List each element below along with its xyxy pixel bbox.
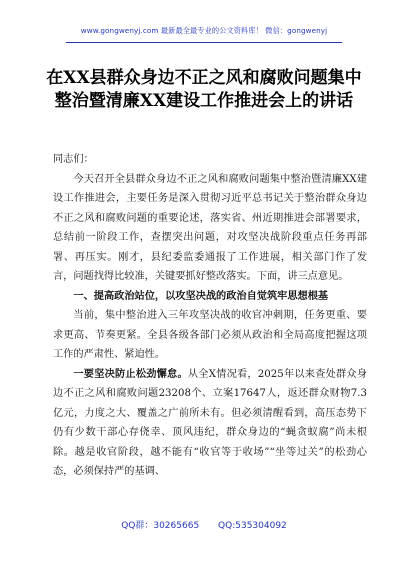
header-divider [66, 42, 342, 43]
salutation: 同志们： [53, 154, 94, 165]
qq-group-text: QQ群：30265665 [121, 521, 200, 531]
paragraph-intro: 今天召开全县群众身边不正之风和腐败问题集中整治暨清廉XX建设工作推进会，主要任务是深入贯彻习近平总书记关于整治群众身边不正之风和腐败问题的重要论述，落实省、州近期推进会部署要求，总结前一阶段工作，查摆突出问题，对攻坚决战阶段重点任务再部署、再压实。刚才，县纪委监委通报了工作进展，相关部门作了发言，问题找得比较准，关键要抓好整改落实。下面，讲三点意见。 [53, 173, 367, 282]
point-1-lead: 一要坚决防止松劲懈怠。 [73, 367, 188, 380]
section-heading-1: 一、提高政治站位，以攻坚决战的政治自觉筑牢思想根基 [73, 289, 329, 302]
paragraph-section-1: 当前，集中整治进入三年攻坚决战的收官冲刺期，任务更重、要求更高、节奏更紧。全县各级各部门必须从政治和全局高度把握这项工作的严肃性、紧迫性。 [53, 310, 367, 360]
paragraph-point-1 [53, 365, 367, 482]
qq-number-text: QQ:535304092 [218, 521, 287, 531]
point-1-text: 从全X情况看，2025年以来查处群众身边不正之风和腐败问题23208个、立案17647人，返还群众财物7.3亿元，力度之大、覆盖之广前所未有。但必须清醒看到，高压态势下仍有少数干部心存侥幸、顶风违纪，群众身边的“蝇贪蚁腐”尚未根除。越是收官阶段，越不能有“收官等于收场”“坐等过关”的松劲心态，必须保持严的基调、 [53, 368, 368, 477]
site-header-banner: www.gongwenyj.com 最新最全最专业的公文资料库！ 微信：gongwenyj [80, 26, 328, 35]
contact-footer [0, 518, 408, 531]
document-body [53, 150, 367, 482]
document-title: 在XX县群众身边不正之风和腐败问题集中整治暨清廉XX建设工作推进会上的讲话 [46, 68, 362, 111]
